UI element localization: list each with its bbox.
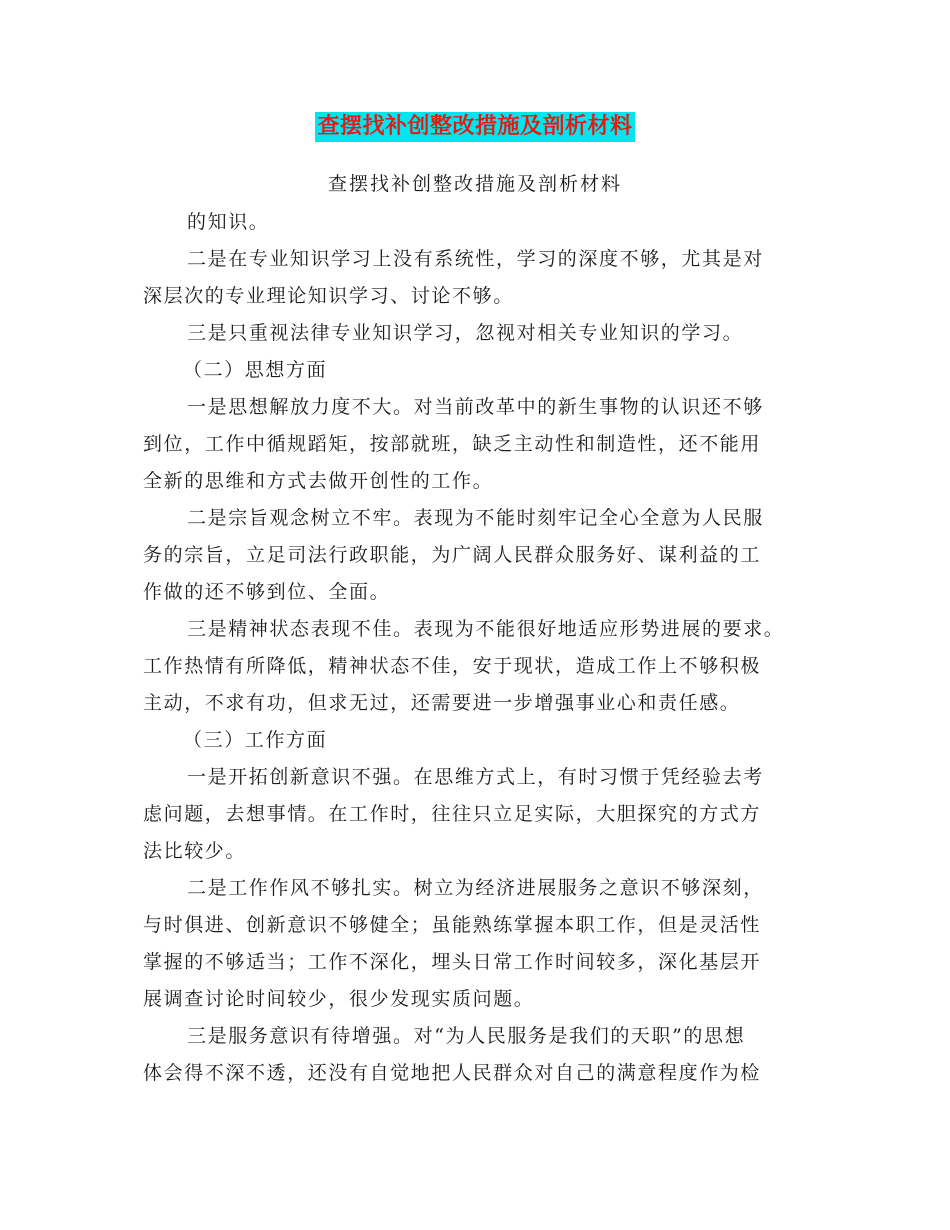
- text-line: 三是精神状态表现不佳。表现为不能很好地适应形势进展的要求。: [187, 618, 785, 640]
- document-subtitle: 查摆找补创整改措施及剖析材料: [327, 173, 622, 195]
- text-line: 二是在专业知识学习上没有系统性，学习的深度不够，尤其是对: [187, 248, 764, 270]
- text-line: 深层次的专业理论知识学习、讨论不够。: [143, 285, 514, 307]
- text-line: 二是工作作风不够扎实。树立为经济进展服务之意识不够深刻，: [187, 877, 764, 899]
- section-heading: （二）思想方面: [183, 359, 328, 381]
- text-line: 到位，工作中循规蹈矩，按部就班，缺乏主动性和制造性，还不能用: [143, 433, 762, 455]
- text-line: 三是服务意识有待增强。对“为人民服务是我们的天职”的思想: [187, 1025, 746, 1047]
- text-line: 作做的还不够到位、全面。: [143, 581, 391, 603]
- text-line: 体会得不深不透，还没有自觉地把人民群众对自己的满意程度作为检: [143, 1062, 762, 1084]
- text-line: 展调查讨论时间较少，很少发现实质问题。: [143, 988, 535, 1010]
- document-title: 查摆找补创整改措施及剖析材料: [315, 112, 634, 142]
- text-line: 全新的思维和方式去做开创性的工作。: [143, 470, 494, 492]
- text-line: 务的宗旨，立足司法行政职能，为广阔人民群众服务好、谋利益的工: [143, 544, 762, 566]
- text-line: 主动，不求有功，但求无过，还需要进一步增强事业心和责任感。: [143, 692, 741, 714]
- text-line: 虑问题，去想事情。在工作时，往往只立足实际，大胆探究的方式方: [143, 803, 762, 825]
- title-container: [0, 112, 950, 142]
- text-line: 与时俱进、创新意识不够健全；虽能熟练掌握本职工作，但是灵活性: [143, 914, 762, 936]
- document-body: [143, 204, 811, 1092]
- text-line: 二是宗旨观念树立不牢。表现为不能时刻牢记全心全意为人民服: [187, 507, 764, 529]
- text-line: 工作热情有所降低，精神状态不佳，安于现状，造成工作上不够积极: [143, 655, 762, 677]
- section-heading: （三）工作方面: [183, 729, 328, 751]
- text-line: 一是思想解放力度不大。对当前改革中的新生事物的认识还不够: [187, 396, 764, 418]
- text-line: 掌握的不够适当；工作不深化，埋头日常工作时间较多，深化基层开: [143, 951, 762, 973]
- text-line: 三是只重视法律专业知识学习，忽视对相关专业知识的学习。: [187, 322, 744, 344]
- text-line: 一是开拓创新意识不强。在思维方式上，有时习惯于凭经验去考: [187, 766, 764, 788]
- text-line: 的知识。: [187, 211, 270, 233]
- text-line: 法比较少。: [143, 840, 247, 862]
